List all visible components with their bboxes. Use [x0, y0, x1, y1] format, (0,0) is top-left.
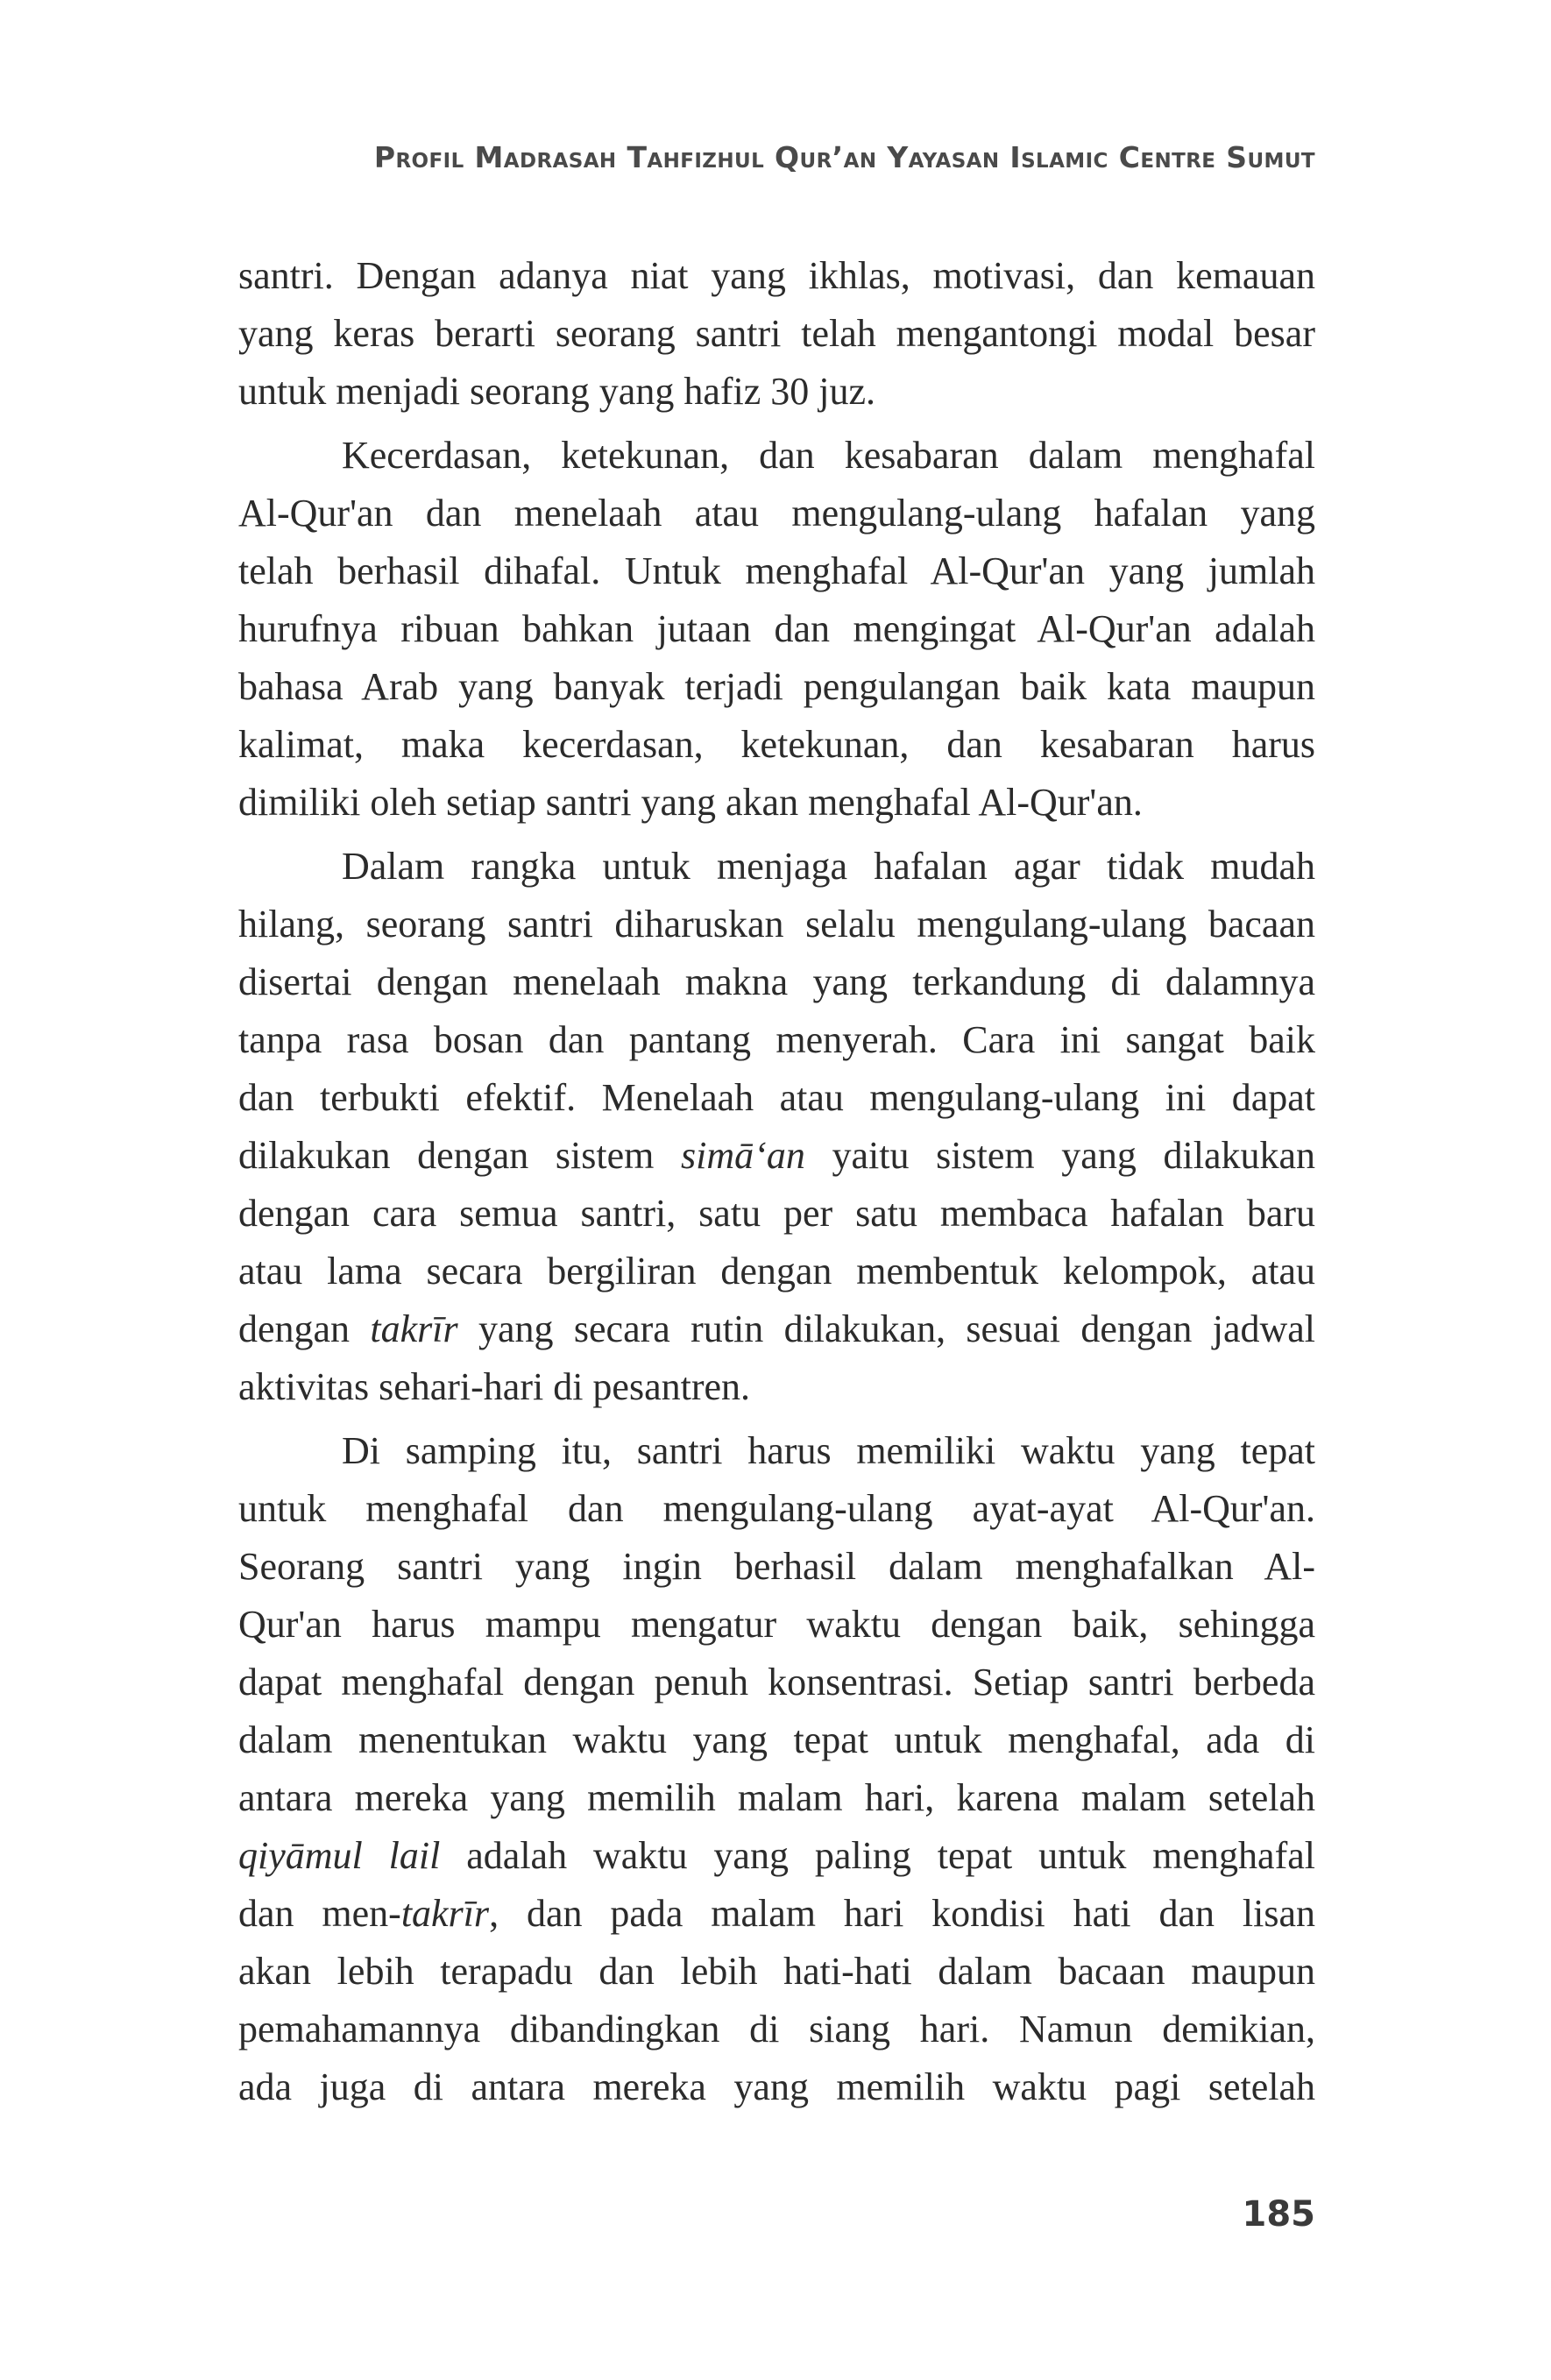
text-line: hilang, seorang santri diharuskan selalu mengulang-ulang bacaan [238, 903, 1315, 946]
text-line: dalam menentukan waktu yang tepat untuk menghafal, ada di [238, 1718, 1315, 1761]
text-line: Al-Qur'an dan menelaah atau mengulang-ulang hafalan yang [238, 492, 1315, 535]
text-line: telah berhasil dihafal. Untuk menghafal Al-Qur'an yang jumlah [238, 549, 1315, 592]
text-line: untuk menjadi seorang yang hafiz 30 juz. [238, 370, 876, 413]
text-line: dengan cara semua santri, satu per satu membaca hafalan baru [238, 1192, 1315, 1235]
italic-term: takrīr [370, 1307, 458, 1350]
italic-term: takrīr [400, 1892, 490, 1935]
text-line: pemahamannya dibandingkan di siang hari. Namun demikian, [238, 2008, 1315, 2051]
text-line [238, 1885, 1315, 1943]
line-text-post: yaitu sistem yang dilakukan [804, 1134, 1315, 1177]
text-line: dimiliki oleh setiap santri yang akan menghafal Al-Qur'an. [238, 781, 1143, 824]
page-number: 185 [1242, 2194, 1315, 2235]
paragraph [238, 427, 1315, 832]
text-line: Di samping itu, santri harus memiliki waktu yang tepat [342, 1429, 1315, 1472]
line-text-post: yang secara rutin dilakukan, sesuai dengan jadwal [457, 1307, 1316, 1350]
text-line: Dalam rangka untuk menjaga hafalan agar tidak mudah [342, 845, 1315, 888]
line-text-post: adalah waktu yang paling tepat untuk menghafal [440, 1834, 1315, 1877]
text-line: disertai dengan menelaah makna yang terkandung di dalamnya [238, 960, 1315, 1003]
text-line: tanpa rasa bosan dan pantang menyerah. Cara ini sangat baik [238, 1018, 1315, 1061]
text-line: Kecerdasan, ketekunan, dan kesabaran dalam menghafal [342, 434, 1315, 477]
running-header-title: Profil Madrasah Tahfizhul Qur’an Yayasan Islamic Centre Sumut [373, 140, 1315, 174]
text-line: santri. Dengan adanya niat yang ikhlas, motivasi, dan kemauan [238, 254, 1315, 297]
text-line [238, 1827, 1315, 1885]
text-line: bahasa Arab yang banyak terjadi pengulangan baik kata maupun [238, 665, 1315, 708]
text-line: kalimat, maka kecerdasan, ketekunan, dan kesabaran harus [238, 723, 1315, 766]
line-text-pre: dengan [238, 1307, 371, 1350]
text-line: Qur'an harus mampu mengatur waktu dengan baik, sehingga [238, 1603, 1315, 1646]
text-line: Seorang santri yang ingin berhasil dalam menghafalkan Al- [238, 1545, 1315, 1588]
line-text-pre: dilakukan dengan sistem [238, 1134, 682, 1177]
text-line: hurufnya ribuan bahkan jutaan dan mengingat Al-Qur'an adalah [238, 607, 1315, 650]
text-line: ada juga di antara mereka yang memilih waktu pagi setelah [238, 2065, 1315, 2108]
line-text-post: , dan pada malam hari kondisi hati dan lisan [489, 1892, 1315, 1935]
text-line [238, 1300, 1315, 1358]
text-line: atau lama secara bergiliran dengan membentuk kelompok, atau [238, 1250, 1315, 1293]
text-line: yang keras berarti seorang santri telah mengantongi modal besar [238, 312, 1315, 355]
paragraph [238, 838, 1315, 1416]
text-line: dapat menghafal dengan penuh konsentrasi. Setiap santri berbeda [238, 1661, 1315, 1704]
paragraph [238, 1422, 1315, 2116]
text-line: antara mereka yang memilih malam hari, karena malam setelah [238, 1776, 1315, 1819]
text-line: aktivitas sehari-hari di pesantren. [238, 1365, 751, 1408]
italic-term: qiyāmul lail [238, 1834, 441, 1877]
text-line [238, 1127, 1315, 1185]
text-line: untuk menghafal dan mengulang-ulang ayat-ayat Al-Qur'an. [238, 1487, 1315, 1530]
paragraph [238, 247, 1315, 421]
line-text-pre: dan men- [238, 1892, 401, 1935]
text-line: dan terbukti efektif. Menelaah atau mengulang-ulang ini dapat [238, 1076, 1315, 1119]
text-line: akan lebih terapadu dan lebih hati-hati dalam bacaan maupun [238, 1950, 1315, 1993]
italic-term: simā‘an [681, 1134, 805, 1177]
body-text [238, 247, 1315, 2116]
